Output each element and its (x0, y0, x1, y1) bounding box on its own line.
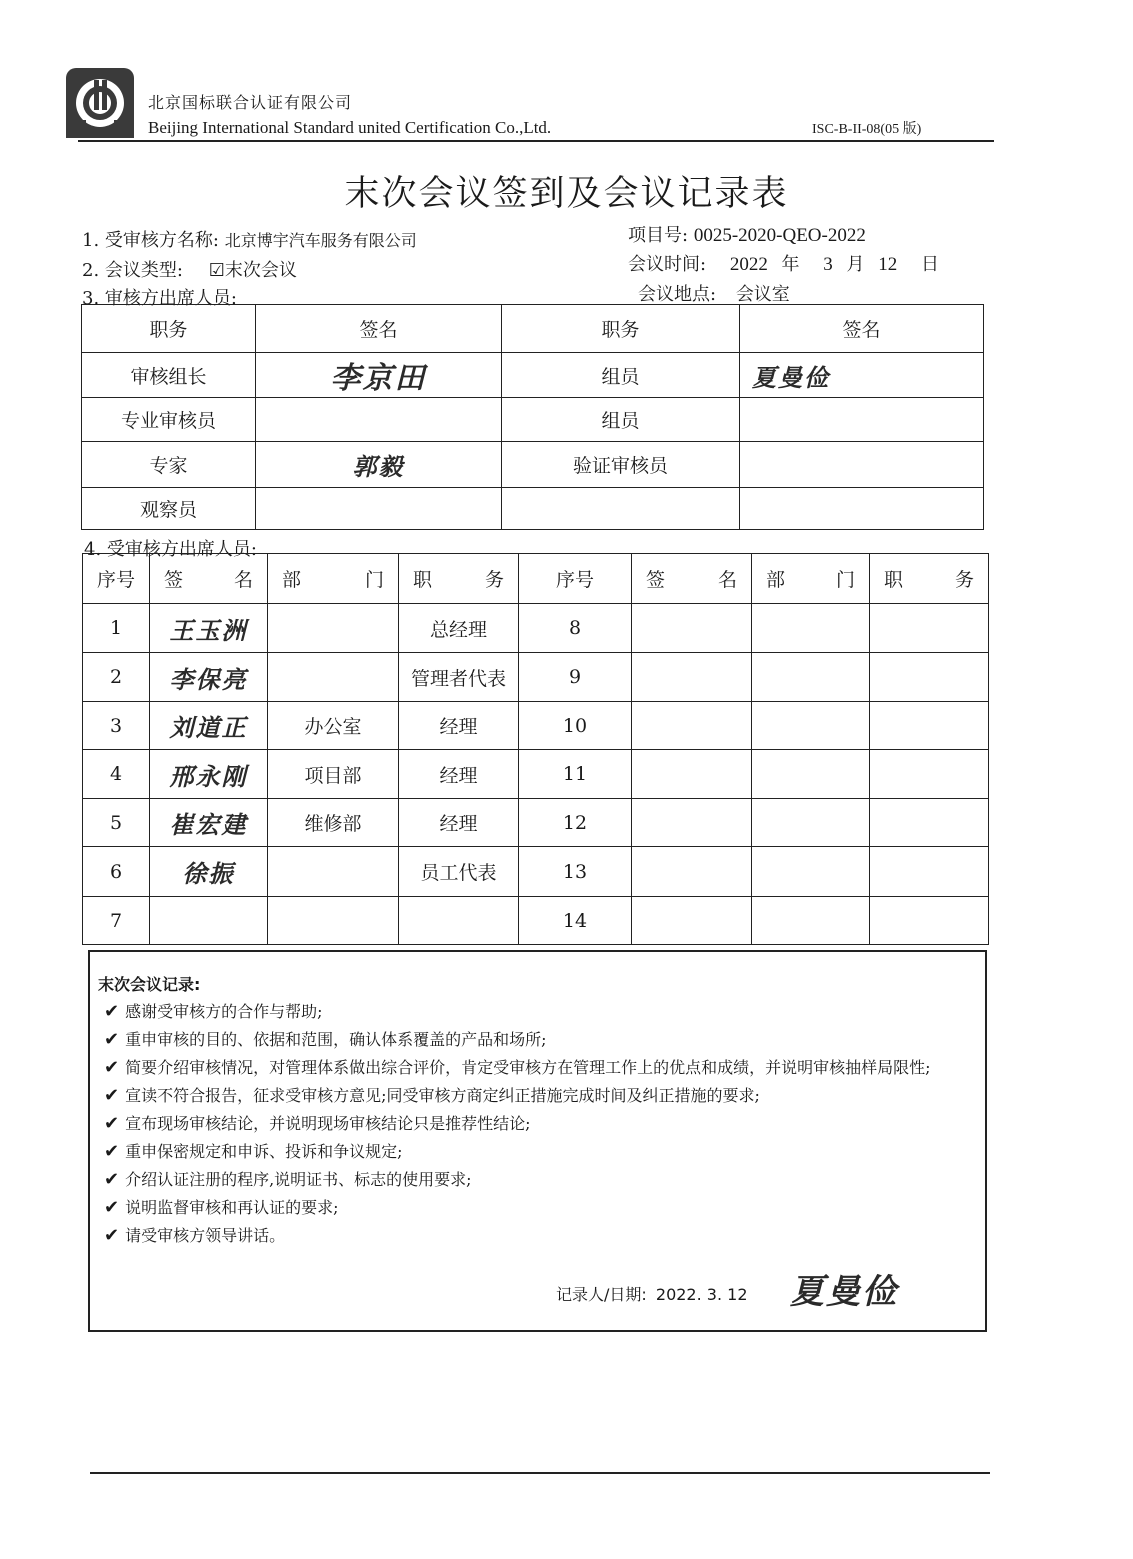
meeting-place-value: 会议室 (735, 284, 790, 305)
project-no-line (628, 221, 866, 247)
header-role: 职务 (82, 305, 256, 353)
record-items (104, 998, 980, 1250)
table-row: 7 14 (83, 897, 989, 945)
project-no-label: 项目号: (628, 225, 689, 246)
auditor-row (82, 398, 984, 442)
auditee-table-header (83, 554, 989, 604)
checkbox-checked-icon: ☑ (208, 260, 225, 281)
role-cell: 审核组长 (82, 353, 256, 398)
role-cell: 专业审核员 (82, 398, 256, 442)
auditor-table-header (82, 305, 984, 353)
role-cell: 验证审核员 (502, 442, 740, 488)
meeting-year: 2022 (729, 254, 768, 275)
recorder-line (556, 1282, 748, 1305)
header-sign: 签名 (740, 305, 984, 353)
year-unit: 年 (781, 254, 800, 275)
check-icon: ✔ (104, 1085, 120, 1106)
list-item: ✔ 宣布现场审核结论，并说明现场审核结论只是推荐性结论; (104, 1110, 980, 1138)
meeting-time-line (628, 250, 939, 276)
handwritten-signature: 徐振 (182, 859, 235, 888)
signature-cell (740, 398, 984, 442)
auditor-attendees-label: 3. 审核方出席人员: (82, 288, 237, 309)
check-icon: ✔ (104, 1141, 120, 1162)
handwritten-signature: 刘道正 (169, 713, 248, 742)
signature-cell (256, 488, 502, 530)
day-unit: 日 (920, 254, 939, 275)
auditee-line (82, 226, 417, 252)
auditor-row (82, 442, 984, 488)
list-item: ✔ 宣读不符合报告，征求受审核方意见;同受审核方商定纠正措施完成时间及纠正措施的要求; (104, 1082, 980, 1110)
role-cell: 专家 (82, 442, 256, 488)
table-row: 6 徐振 员工代表 13 (83, 847, 989, 897)
header-sign: 签名 (256, 305, 502, 353)
list-item: ✔ 感谢受审核方的合作与帮助; (104, 998, 980, 1026)
header-role: 职务 (502, 305, 740, 353)
meeting-place-line (638, 280, 790, 306)
role-cell: 组员 (502, 398, 740, 442)
auditor-table (81, 304, 984, 530)
header-no: 序号 (519, 554, 632, 604)
company-name-en: Beijing International Standard united Certification Co.,Ltd. (148, 118, 552, 137)
header-dept: 部 门 (752, 554, 870, 604)
header-sign: 签 名 (632, 554, 752, 604)
company-logo (64, 66, 136, 140)
handwritten-signature: 王玉洲 (169, 615, 248, 645)
list-item: ✔ 介绍认证注册的程序,说明证书、标志的使用要求; (104, 1166, 980, 1194)
header-rule (78, 140, 994, 142)
project-no-value: 0025-2020-QEO-2022 (693, 225, 866, 246)
page-title: 末次会议签到及会议记录表 (344, 174, 789, 214)
footer-rule (90, 1472, 990, 1474)
header-sign: 签 名 (150, 554, 268, 604)
meeting-type-value: 末次会议 (224, 260, 297, 281)
auditee-table (82, 553, 989, 945)
table-row: 4 邢永刚 项目部 经理 11 (83, 750, 989, 799)
month-unit: 月 (846, 254, 865, 275)
meeting-type-line (82, 256, 297, 282)
signature-cell (740, 353, 984, 398)
signature-cell (256, 398, 502, 442)
header-dept: 部 门 (268, 554, 399, 604)
role-cell: 观察员 (82, 488, 256, 530)
meeting-time-label: 会议时间: (628, 254, 707, 275)
auditor-row (82, 488, 984, 530)
meeting-place-label: 会议地点: (638, 284, 717, 305)
header-title: 职 务 (399, 554, 519, 604)
header-title: 职 务 (870, 554, 989, 604)
meeting-type-label: 2. 会议类型: (82, 260, 183, 281)
auditee-value: 北京博宇汽车服务有限公司 (224, 231, 417, 250)
table-row: 3 刘道正 办公室 经理 10 (83, 702, 989, 750)
check-icon: ✔ (104, 1029, 120, 1050)
signature-cell (740, 442, 984, 488)
role-cell: 组员 (502, 353, 740, 398)
auditee-label: 1. 受审核方名称: (82, 230, 219, 251)
list-item: ✔ 简要介绍审核情况，对管理体系做出综合评价，肯定受审核方在管理工作上的优点和成绩，并说明审核抽样局限性; (104, 1054, 980, 1082)
auditee-attendees-label: 4. 受审核方出席人员: (84, 539, 257, 560)
meeting-record-box (88, 950, 987, 1332)
recorder-signature: 夏曼俭 (790, 1272, 898, 1312)
company-name-cn: 北京国标联合认证有限公司 (148, 93, 353, 112)
signature-cell (740, 488, 984, 530)
form-code: ISC-B-II-08(05 版) (812, 122, 922, 137)
meeting-day: 12 (878, 254, 898, 275)
list-item: ✔ 重申保密规定和申诉、投诉和争议规定; (104, 1138, 980, 1166)
handwritten-signature: 夏曼俭 (752, 362, 830, 392)
check-icon: ✔ (104, 1225, 120, 1246)
header-no: 序号 (83, 554, 150, 604)
list-item: ✔ 请受审核方领导讲话。 (104, 1222, 980, 1250)
table-row: 5 崔宏建 维修部 经理 12 (83, 799, 989, 847)
check-icon: ✔ (104, 1197, 120, 1218)
list-item: ✔ 重申审核的目的、依据和范围，确认体系覆盖的产品和场所; (104, 1026, 980, 1054)
meeting-month: 3 (823, 254, 833, 275)
auditor-row (82, 353, 984, 398)
handwritten-signature: 崔宏建 (169, 810, 248, 839)
list-item: ✔ 说明监督审核和再认证的要求; (104, 1194, 980, 1222)
record-heading: 末次会议记录: (98, 975, 201, 994)
handwritten-signature: 李京田 (330, 361, 427, 396)
signature-cell (256, 442, 502, 488)
check-icon: ✔ (104, 1169, 120, 1190)
role-cell (502, 488, 740, 530)
signature-cell (256, 353, 502, 398)
handwritten-signature: 邢永刚 (169, 761, 248, 791)
check-icon: ✔ (104, 1057, 120, 1078)
check-icon: ✔ (104, 1001, 120, 1022)
recorder-date: 2022. 3. 12 (655, 1285, 748, 1304)
recorder-label: 记录人/日期: (556, 1285, 647, 1304)
check-icon: ✔ (104, 1113, 120, 1134)
table-row: 2 李保亮 管理者代表 9 (83, 653, 989, 702)
handwritten-signature: 李保亮 (169, 664, 248, 694)
handwritten-signature: 郭毅 (352, 452, 405, 481)
table-row: 1 王玉洲 总经理 8 (83, 604, 989, 653)
